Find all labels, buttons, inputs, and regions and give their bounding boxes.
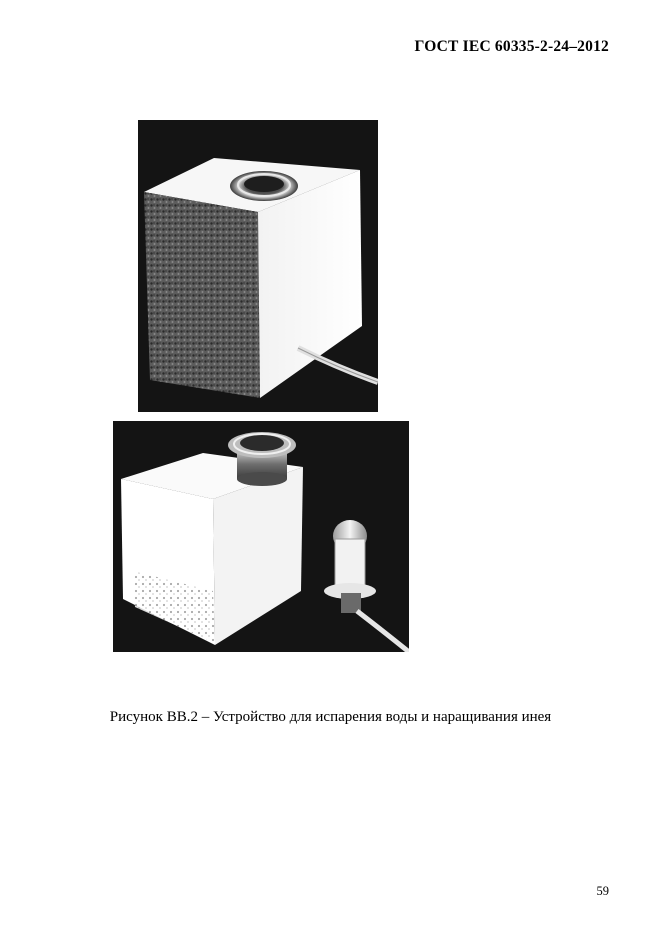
photo-assembled-evaporator — [138, 120, 378, 412]
figure-number: Рисунок ВВ.2 — [109, 709, 198, 725]
cube-left-face — [144, 192, 260, 398]
lamp-socket — [335, 539, 365, 589]
figure-title: Устройство для испарения воды и наращивания инея — [212, 709, 552, 725]
figure-caption-separator: – — [197, 709, 213, 725]
assembled-evaporator-illustration — [138, 120, 378, 412]
page-number: 59 — [596, 884, 609, 898]
disassembled-evaporator-illustration — [113, 421, 409, 652]
document-standard-header: ГОСТ IEC 60335-2-24–2012 — [414, 38, 609, 55]
photo-disassembled-evaporator — [113, 421, 409, 652]
figure-caption — [0, 709, 661, 726]
